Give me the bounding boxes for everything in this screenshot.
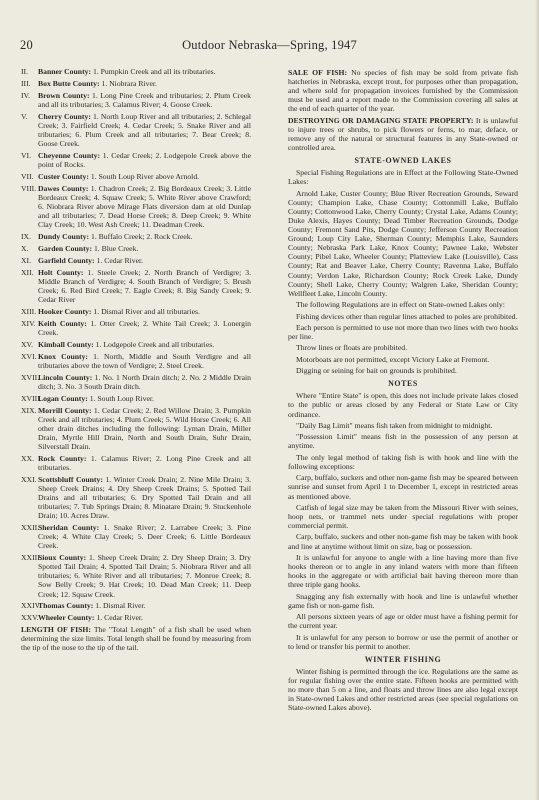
notes-paragraph: Carp, buffalo, suckers and other non-game fish may be taken with hook and line at anytime without limit on size, bag or possession. <box>288 532 518 551</box>
county-streams: 1. South Loup River. <box>87 393 154 403</box>
county-streams: 1. Winter Creek Drain; 2. Nine Mile Drain; 3. Sheep Creek Drains; 4. Dry Sheep Creek Drains; 5. Spotted Tail Drains and all tributaries; 6. Dry Spotted Tail Drain and all tributaries; 7. Tub Springs Drain; 8. Minatare Drain; 9. Stuckenhole Drain; 10. Acres Draw. <box>38 474 251 521</box>
county-numeral: VII. <box>21 171 34 181</box>
county-name: Rock County: <box>38 453 87 463</box>
county-entry <box>21 307 251 316</box>
county-entry <box>21 373 251 391</box>
state-lakes-paragraph: The following Regulations are in effect on State-owned Lakes only: <box>296 300 505 310</box>
county-streams: 1. Niobrara River. <box>99 78 157 88</box>
county-text <box>38 232 251 241</box>
county-text <box>38 244 251 253</box>
state-lakes-heading: STATE-OWNED LAKES <box>354 156 452 166</box>
county-numeral: XVIII. <box>21 393 42 403</box>
county-streams: 1. Cedar River. <box>94 255 144 265</box>
county-streams: 1. Snake River; 2. Larrabee Creek; 3. Pine Creek; 4. White Clay Creek; 5. Deer Creek; 6. Little Bordeaux Creek. <box>38 523 251 551</box>
county-text <box>38 67 251 76</box>
county-streams: 1. Steele Creek; 2. North Branch of Verdigre; 3. Middle Branch of Verdigre; 4. South Branch of Verdigre; 5. Brush Creek; 6. Red Bird Creek; 7. Eagle Creek; 8. Big Sandy Creek; 9. Cedar River <box>38 267 251 305</box>
county-entry <box>21 232 251 241</box>
county-text <box>38 256 251 265</box>
county-numeral: XII. <box>21 267 34 277</box>
page-edge-shadow <box>535 0 539 800</box>
county-entry <box>21 67 251 76</box>
county-text <box>38 394 251 403</box>
county-numeral: XI. <box>21 255 32 265</box>
county-entry <box>21 523 251 550</box>
county-numeral: XXI. <box>21 474 37 484</box>
length-of-fish-paragraph <box>21 625 251 652</box>
county-entry <box>21 475 251 520</box>
county-numeral: XVII. <box>21 372 40 382</box>
county-numeral: XXIV. <box>21 601 42 611</box>
county-text <box>38 523 251 550</box>
notes-paragraph: Where "Entire State" is open, this does not include private lakes closed to the public or areas closed by any Federal or State Law or City ordinance. <box>288 391 518 419</box>
state-lakes-section <box>288 168 518 375</box>
notes-paragraph: It is unlawful for any person to borrow or use the permit of another or to lend or transfer his permit to another. <box>288 632 518 651</box>
county-streams: 1. North, Middle and South Verdigre and all tributaries above the town of Verdigre; 2. Steel Creek. <box>38 351 251 370</box>
county-text <box>38 454 251 472</box>
county-numeral: VIII. <box>21 183 37 193</box>
county-name: Garden County: <box>38 243 93 253</box>
winter-fishing-section <box>288 667 518 712</box>
county-entry <box>21 352 251 370</box>
county-streams: 1. North Loup River and all tributaries; 2. Schlegal Creek; 3. Fairfield Creek; 4. Cedar Creek; 5. Snake River and all tributaries; 6. Plum Creek and all tributaries; 7. Bear Creek; 8. Goose Creek. <box>38 111 251 149</box>
county-text <box>38 307 251 316</box>
county-name: Thomas County: <box>38 601 94 611</box>
notes-paragraph: The only legal method of taking fish is with hook and line with the following exceptions: <box>288 452 518 471</box>
county-entry <box>21 319 251 337</box>
county-name: Logan County: <box>38 393 88 403</box>
county-streams: 1. Pumpkin Creek and all its tributaries. <box>91 67 216 76</box>
county-streams: 1. South Loup River above Arnold. <box>88 171 200 181</box>
county-name: Wheeler County: <box>38 613 95 623</box>
county-numeral: III. <box>21 78 31 88</box>
county-name: Sheridan County: <box>38 523 100 533</box>
county-streams: 1. Cedar River. <box>94 613 143 623</box>
county-name: Keith County: <box>38 318 87 328</box>
county-entry <box>21 256 251 265</box>
county-streams: 1. Buffalo Creek; 2. Rock Creek. <box>89 232 193 242</box>
state-property-text: It is unlawful to injure trees or shrubs, to pick flowers or ferns, to mar, deface, or remove any of the natural or structural features in any State-owned or controlled area. <box>288 115 518 153</box>
county-text <box>38 91 251 109</box>
county-entry <box>21 454 251 472</box>
county-name: Cherry County: <box>38 111 91 121</box>
right-column <box>288 68 518 715</box>
county-name: Lincoln County: <box>38 372 93 382</box>
county-numeral: IV. <box>21 90 31 100</box>
state-lakes-paragraph: Digging or seining for bait on grounds is prohibited. <box>296 366 457 376</box>
county-entry <box>21 268 251 304</box>
county-text <box>38 112 251 148</box>
notes-paragraph: Catfish of legal size may be taken from the Missouri River with seines, hoop nets, or trammel nets under special regulations with proper commercial permit. <box>288 502 518 531</box>
county-numeral: XV. <box>21 339 34 349</box>
county-numeral: XVI. <box>21 351 37 361</box>
county-numeral: II. <box>21 67 29 76</box>
notes-paragraph: Snagging any fish externally with hook and line is unlawful whether game fish or non-game fish. <box>288 591 518 610</box>
county-text <box>38 601 251 610</box>
county-numeral: IX. <box>21 232 32 242</box>
county-name: Holt County: <box>38 267 84 277</box>
notes-heading: NOTES <box>388 379 418 389</box>
state-lakes-paragraph: Each person is permitted to use not more than two lines with two hooks per line. <box>288 322 518 342</box>
winter-fishing-paragraph: Winter fishing is permitted through the ice. Regulations are the same as for regular fishing over the entire state. Fifteen hooks are permitted with no more than 5 on a line, and floats and throw lines are also legal except in State-owned Lakes and other restricted areas (see special regulations on State-owned Lakes above). <box>288 666 518 713</box>
county-name: Custer County: <box>38 171 89 181</box>
county-streams: 1. Long Pine Creek and tributaries; 2. Plum Creek and all its tributaries; 3. Calamus River; 4. Goose Creek. <box>38 90 251 109</box>
county-name: Sioux County: <box>38 553 87 563</box>
county-text <box>38 268 251 304</box>
county-streams: 1. Dismal River and all tributaries. <box>91 306 200 316</box>
state-lakes-paragraph: Fishing devices other than regular lines attached to poles are prohibited. <box>296 311 518 321</box>
county-streams: 1. No. 1 North Drain ditch; 2. No. 2 Middle Drain ditch; 3. No. 3 South Drain ditch. <box>38 372 251 391</box>
length-of-fish-text: The "Total Length" of a fish shall be used when determining the size limits. Total length shall be found by measuring from the tip of the nose to the tip of the tail. <box>21 625 251 653</box>
county-streams: 1. Lodgepole Creek and all tributaries. <box>93 339 215 349</box>
page-header <box>20 38 519 54</box>
notes-paragraph: Carp, buffalo, suckers and other non-game fish may be speared between sunrise and sunset from April 1 to December 1, except in restricted areas as mentioned above. <box>288 473 518 501</box>
winter-fishing-heading: WINTER FISHING <box>364 654 442 664</box>
county-text <box>38 553 251 598</box>
county-text <box>38 373 251 391</box>
county-entry <box>21 112 251 148</box>
state-lakes-paragraph: Arnold Lake, Custer County; Blue River Recreation Grounds, Seward County; Champion Lake, Chase County; Cottonmill Lake, Buffalo County; Cottonwood Lake, Cherry County; Crystal Lake, Adams County; Duke Alexis, Hayes County; Dead Timber Recreation Grounds, Dodge County; Fremont Sand Pits, Dodge County; Jefferson County Recreation Ground; Loup City Lake, Sherman County; Memphis Lake, Saunders County; Nebraska Park Lake, Knox County; Pawnee Lake, Webster County; Pibel Lake, Wheeler County; Platteview Lake (Louisville), Cass County; Rat and Beaver Lake, Cherry County; Ravenna Lake, Buffalo County; Verdon Lake, Richardson County; Rock Creek Lake, Dundy County; Shell Lake, Cherry County; Walgren Lake, Sheridan County; Wellfleet Lake, Lincoln County. <box>288 188 518 298</box>
notes-paragraph: All persons sixteen years of age or older must have a fishing permit for the current year. <box>288 612 518 631</box>
page-number: 20 <box>20 38 33 52</box>
notes-paragraph: "Daily Bag Limit" means fish taken from midnight to midnight. <box>296 420 493 430</box>
county-text <box>38 475 251 520</box>
county-numeral: X. <box>21 243 29 253</box>
county-numeral: XIX. <box>21 405 37 415</box>
county-streams: 1. Cedar Creek; 2. Lodgepole Creek above the point of Rocks. <box>38 150 252 170</box>
county-numeral: V. <box>21 111 28 121</box>
county-streams: 1. Chadron Creek; 2. Big Bordeaux Creek; 3. Little Bordeaux Creek; 4. Squaw Creek; 5. White River above Crawford; 6. Niobrara River above Mirage Flats diversion dam at old Dunlap and all tributaries; 7. Dead Horse Creek; 8. Deep Creek; 9. White Clay Creek; 10. West Ash Creek; 11. Deadman Creek. <box>38 183 251 230</box>
county-entry <box>21 340 251 349</box>
sale-of-fish-lead: SALE OF FISH: <box>288 68 348 77</box>
county-text <box>38 319 251 337</box>
notes-section <box>288 391 518 650</box>
state-lakes-paragraph: Motorboats are not permitted, except Victory Lake at Fremont. <box>296 354 490 364</box>
county-numeral: XXII. <box>21 523 40 533</box>
county-streams: 1. Cedar Creek; 2. Red Willow Drain; 3. Pumpkin Creek and all tributaries; 4. Plum Creek; 5. Wild Horse Creek; 6. All other drain ditches including the following: Lyman Drain, Miller Drain, Myrtle Hill Drain, North and South Drain, Suhr Drain, Silverstall Drain. <box>38 405 251 451</box>
county-entry <box>21 613 251 622</box>
county-name: Garfield County: <box>38 255 95 265</box>
county-entry <box>21 91 251 109</box>
county-streams: 1. Dismal River. <box>93 601 146 611</box>
county-numeral: XIII. <box>21 306 37 316</box>
state-lakes-paragraph: Throw lines or floats are prohibited. <box>296 343 408 353</box>
sale-of-fish-text: No species of fish may be sold from private fish hatcheries in Nebraska, except trout, for purposes other than propagation, and where sold for propagation invoices furnished by the Commission must be used and a report made to the Commission covering all sales at the end of each quarter of the year. <box>288 68 519 114</box>
county-name: Knox County: <box>38 351 88 361</box>
notes-paragraph: "Possession Limit" means fish in the possession of any person at anytime. <box>288 432 518 451</box>
county-text <box>38 352 251 370</box>
county-name: Brown County: <box>38 90 90 100</box>
county-numeral: XX. <box>21 453 35 463</box>
county-text <box>38 613 251 622</box>
county-entry <box>21 151 251 169</box>
county-streams: 1. Sheep Creek Drain; 2. Dry Sheep Drain; 3. Dry Spotted Tail Drain; 4. Spotted Tail Drain; 5. Niobrara River and all tributaries; 6. White River and all tributaries; 7. Monroe Creek; 8. Sow Belly Creek; 9. Hat Creek; 10. Dead Man Creek; 11. Deep Creek; 12. Squaw Creek. <box>38 553 251 599</box>
county-text <box>38 184 251 229</box>
county-name: Hooker County: <box>38 306 92 316</box>
county-name: Dawes County: <box>38 183 89 193</box>
state-property-lead: DESTROYING OR DAMAGING STATE PROPERTY: <box>288 115 474 125</box>
county-entry <box>21 172 251 181</box>
left-column <box>21 67 251 655</box>
county-numeral: XXV. <box>21 613 39 623</box>
length-of-fish-lead: LENGTH OF FISH: <box>21 625 91 635</box>
county-streams: 1. Calamus River; 2. Long Pine Creek and all tributaries. <box>38 453 252 472</box>
county-text <box>38 151 251 169</box>
county-entry <box>21 244 251 253</box>
county-entry <box>21 394 251 403</box>
sale-of-fish-paragraph <box>288 68 518 113</box>
county-entry <box>21 406 251 451</box>
county-name: Dundy County: <box>38 232 90 242</box>
county-list <box>21 67 251 622</box>
county-text <box>38 406 251 451</box>
state-lakes-paragraph: Special Fishing Regulations are in Effect at the Following State-Owned Lakes: <box>288 168 518 187</box>
county-numeral: XIV. <box>21 318 36 328</box>
state-property-paragraph <box>288 116 518 152</box>
county-text <box>38 172 251 181</box>
county-name: Banner County: <box>38 67 92 76</box>
county-text <box>38 340 251 349</box>
county-entry <box>21 184 251 229</box>
county-numeral: VI. <box>21 150 32 160</box>
county-name: Morrill County: <box>38 405 92 415</box>
county-entry <box>21 601 251 610</box>
county-name: Kimball County: <box>38 339 94 349</box>
county-text <box>38 79 251 88</box>
county-entry <box>21 553 251 598</box>
running-head: Outdoor Nebraska—Spring, 1947 <box>182 38 357 52</box>
county-streams: 1. Otter Creek; 2. White Tail Creek; 3. Lonergin Creek. <box>38 318 251 337</box>
county-name: Box Butte County: <box>38 78 100 88</box>
notes-paragraph: It is unlawful for anyone to angle with a line having more than five hooks thereon or to angle in any inland waters with more than fifteen hooks in the aggregate or with artificial bait having thereon more than three triple gang hooks. <box>288 552 518 590</box>
county-numeral: XXIII. <box>21 553 42 563</box>
county-streams: 1. Blue Creek. <box>92 243 139 253</box>
county-entry <box>21 79 251 88</box>
county-name: Cheyenne County: <box>38 150 101 160</box>
county-name: Scottsbluff County: <box>38 474 103 484</box>
